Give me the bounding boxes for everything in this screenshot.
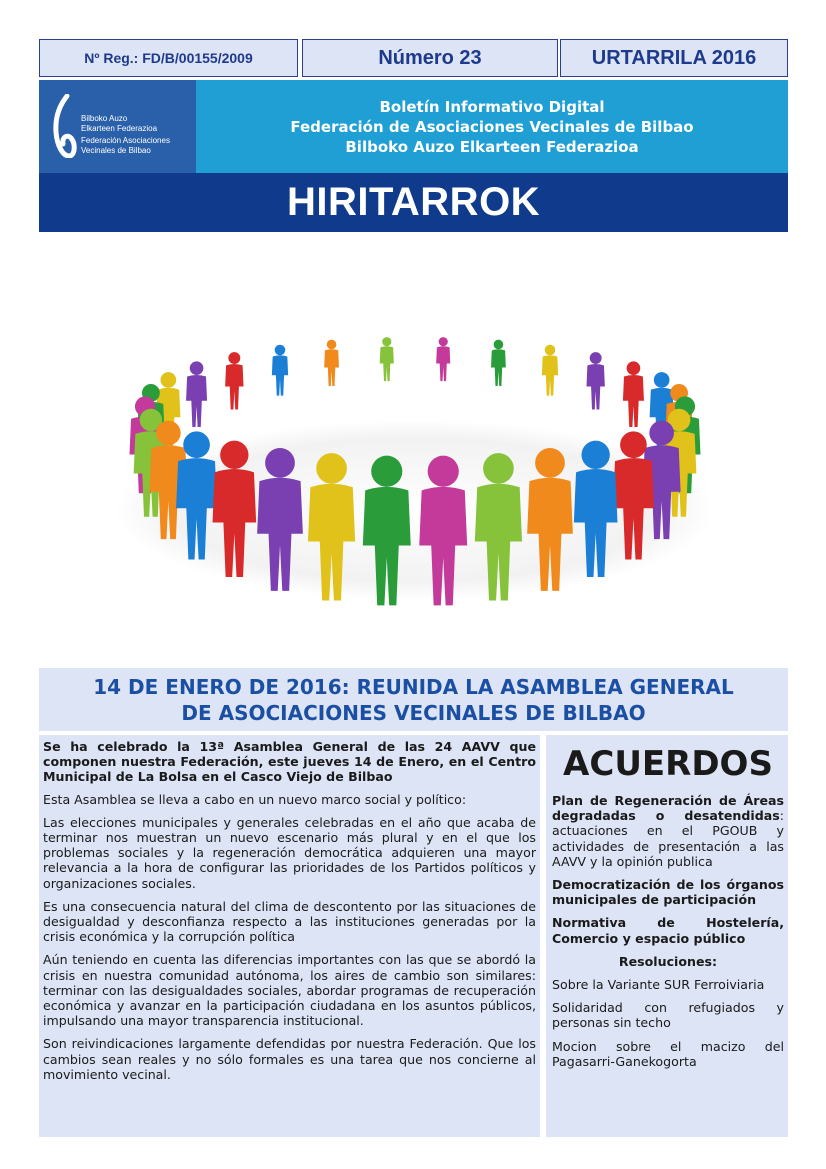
issue-month: URTARRILA 2016 xyxy=(560,39,788,77)
person-figure xyxy=(186,361,207,427)
federation-logo-icon xyxy=(51,94,77,158)
agreement-1-title: Plan de Regeneración de Áreas degradadas o desatendidas xyxy=(552,793,784,824)
article-paragraph-5: Son reivindicaciones largamente defendidas por nuestra Federación. Que los cambios sean reales y no sólo formales es una tarea que nos concierne al movimiento vecinal. xyxy=(43,1036,536,1082)
agreements-heading: ACUERDOS xyxy=(563,744,773,784)
banner-line-1: Boletín Informativo Digital xyxy=(379,97,605,116)
banner-line-2: Federación de Asociaciones Vecinales de Bilbao xyxy=(290,117,694,136)
agreement-1-text: : actuaciones en el PGOUB y actividades de presentación a las AAVV y la opinión publica xyxy=(552,808,784,869)
article-paragraph-2: Las elecciones municipales y generales celebradas en el año que acaba de terminar nos muestran un nuevo escenario más plural y en el que los problemas sociales y la regeneración democrática adquieren una mayor relevancia a la hora de configurar las prioridades de los Partidos políticos y organizaciones sociales. xyxy=(43,814,536,891)
article-body xyxy=(39,735,540,1137)
person-figure xyxy=(380,337,394,381)
federation-logo xyxy=(39,80,196,173)
banner-line-3: Bilboko Auzo Elkarteen Federazioa xyxy=(345,137,639,156)
article-paragraph-1: Esta Asamblea se lleva a cabo en un nuevo marco social y político: xyxy=(43,791,467,807)
newsletter-title: HIRITARROK xyxy=(286,180,541,224)
resolution-1: Sobre la Variante SUR Ferroiviaria xyxy=(552,977,765,993)
logo-text-3: Federación Asociaciones xyxy=(81,136,170,145)
article-paragraph-3: Es una consecuencia natural del clima de descontento por las situaciones de desigualdad y desconfianza respecto a las instituciones generadas por la crisis económica y la corrupción política xyxy=(43,898,536,945)
person-figure xyxy=(324,340,339,386)
person-figure xyxy=(586,352,604,409)
banner-text xyxy=(196,80,788,173)
person-figure xyxy=(491,340,506,386)
person-figure xyxy=(542,345,558,396)
newsletter-title-bar xyxy=(39,173,788,232)
person-figure xyxy=(225,352,243,409)
issue-number: Número 23 xyxy=(302,39,558,77)
logo-text-2: Elkarteen Federazioa xyxy=(81,124,158,133)
agreements-sidebar xyxy=(546,735,788,1137)
article-lead: Se ha celebrado la 13ª Asamblea General de las 24 AAVV que componen nuestra Federación, este jueves 14 de Enero, en el Centro Municipal de La Bolsa en el Casco Viejo de Bilbao xyxy=(43,739,536,785)
agreement-2: Democratización de los órganos municipales de participación xyxy=(552,877,784,908)
headline-line-2: DE ASOCIACIONES VECINALES DE BILBAO xyxy=(181,700,646,725)
people-circle-illustration xyxy=(90,320,740,630)
resolutions-label: Resoluciones: xyxy=(618,953,718,969)
logo-text-4: Vecinales de Bilbao xyxy=(81,146,151,155)
article-paragraph-4: Aún teniendo en cuenta las diferencias importantes con las que se abordó la crisis en nuestra comunidad autónoma, los aires de cambio son similares: terminar con las desigualdades sociales, abordar programas de recuperación económica y avanzar en la participación ciudadana en los asuntos públicos, impulsando una mayor transparencia institucional. xyxy=(43,952,536,1029)
person-figure xyxy=(436,337,450,381)
agreement-1 xyxy=(552,793,784,869)
article-headline xyxy=(39,668,788,731)
headline-line-1: 14 DE ENERO DE 2016: REUNIDA LA ASAMBLEA GENERAL xyxy=(93,674,734,699)
person-figure xyxy=(272,345,288,396)
resolution-3: Mocion sobre el macizo del Pagasarri-Ganekogorta xyxy=(552,1038,784,1069)
agreement-3: Normativa de Hostelería, Comercio y espacio público xyxy=(552,915,784,946)
logo-text-1: Bilboko Auzo xyxy=(81,114,128,123)
header-banner xyxy=(39,80,788,173)
registration-number: Nº Reg.: FD/B/00155/2009 xyxy=(39,39,298,77)
person-figure xyxy=(623,361,644,427)
resolution-2: Solidaridad con refugiados y personas sin techo xyxy=(552,1000,784,1031)
